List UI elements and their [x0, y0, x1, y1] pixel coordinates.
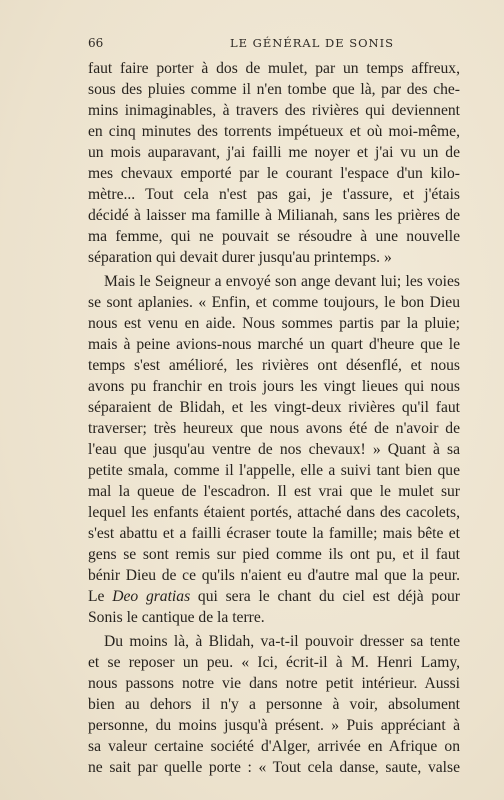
text-line: l'eau que jusqu'au ventre de nos chevaux! » Quant à sa — [88, 441, 460, 458]
text-line: mal la queue de l'escadron. Il est vrai que le mulet sur — [88, 483, 460, 500]
text-line: Du moins là, à Blidah, va-t-il pouvoir dresser sa tente — [104, 633, 460, 650]
text-line: bénir Dieu de ce qu'ils n'aient eu d'autre mal que la peur. — [88, 567, 460, 584]
text-line: traverser; très heureux que nous avons été de n'avoir de — [88, 420, 460, 437]
italic-phrase: Deo gratias — [112, 588, 191, 605]
text-line: personne, du moins jusqu'à présent. » Puis appréciant à — [88, 717, 460, 734]
text-line: bien au dehors il n'y a personne à voir, absolument — [88, 696, 460, 713]
text-line: mètre... Tout cela n'est pas gai, je t'assure, et j'étais — [88, 186, 460, 203]
text-line: temps s'est amélioré, les rivières ont désenflé, et nous — [88, 357, 460, 374]
text-line: séparaient de Blidah, et les vingt-deux rivières qu'il faut — [88, 399, 460, 416]
text-line: nous passons notre vie dans notre petit intérieur. Aussi — [88, 675, 460, 692]
text-line: mins inimaginables, à travers des rivières qui deviennent — [88, 102, 460, 119]
text-fragment: qui sera le chant du ciel est déjà pour — [190, 588, 460, 605]
text-line: et se reposer un peu. « Ici, écrit-il à M. Henri Lamy, — [88, 654, 460, 671]
text-line: ma femme, qui ne pouvait se résoudre à une nouvelle — [88, 228, 460, 245]
text-line: Sonis le cantique de la terre. — [88, 609, 265, 626]
text-line: lequel les enfants étaient portés, attaché dans des cacolets, — [88, 504, 460, 521]
text-line: nous est venu en aide. Nous sommes partis par la pluie; — [88, 315, 460, 332]
text-line: avons pu franchir en trois jours les vingt lieues qui nous — [88, 378, 460, 395]
text-line: mes chevaux emporté par le courant l'espace d'un kilo- — [88, 165, 460, 182]
paragraph — [88, 271, 460, 628]
text-line: s'est abattu et a failli écraser toute la famille; mais bête et — [88, 525, 460, 542]
text-line: en cinq minutes des torrents impétueux et où moi-même, — [88, 123, 460, 140]
text-line: séparation qui devait durer jusqu'au printemps. » — [88, 249, 392, 266]
page-number: 66 — [88, 36, 104, 50]
text-line: se sont aplanies. « Enfin, et comme toujours, le bon Dieu — [88, 294, 460, 311]
running-title: LE GÉNÉRAL DE SONIS — [230, 36, 395, 50]
paragraph — [88, 631, 460, 778]
text-fragment: Le — [88, 588, 113, 605]
paragraph — [88, 58, 460, 268]
text-line: sous des pluies comme il n'en tombe que là, par des che- — [88, 81, 460, 98]
body-text — [88, 58, 460, 778]
text-line: décidé à laisser ma famille à Milianah, sans les prières de — [88, 207, 460, 224]
text-line: mais à peine avions-nous marché un quart d'heure que le — [88, 336, 460, 353]
text-line: un mois auparavant, j'ai failli me noyer et j'ai vu un de — [88, 144, 460, 161]
text-line: Mais le Seigneur a envoyé son ange devant lui; les voies — [104, 273, 460, 290]
text-line: ne sait par quelle porte : « Tout cela danse, saute, valse — [88, 759, 460, 776]
text-line: sa valeur certaine société d'Alger, arrivée en Afrique on — [88, 738, 460, 755]
text-line-with-italic — [88, 586, 460, 607]
text-line: faut faire porter à dos de mulet, par un temps affreux, — [88, 60, 460, 77]
text-line: petite smala, comme il l'appelle, elle a suivi tant bien que — [88, 462, 460, 479]
text-line: gens se sont remis sur pied comme ils ont pu, et il faut — [88, 546, 460, 563]
page-header — [88, 36, 458, 54]
